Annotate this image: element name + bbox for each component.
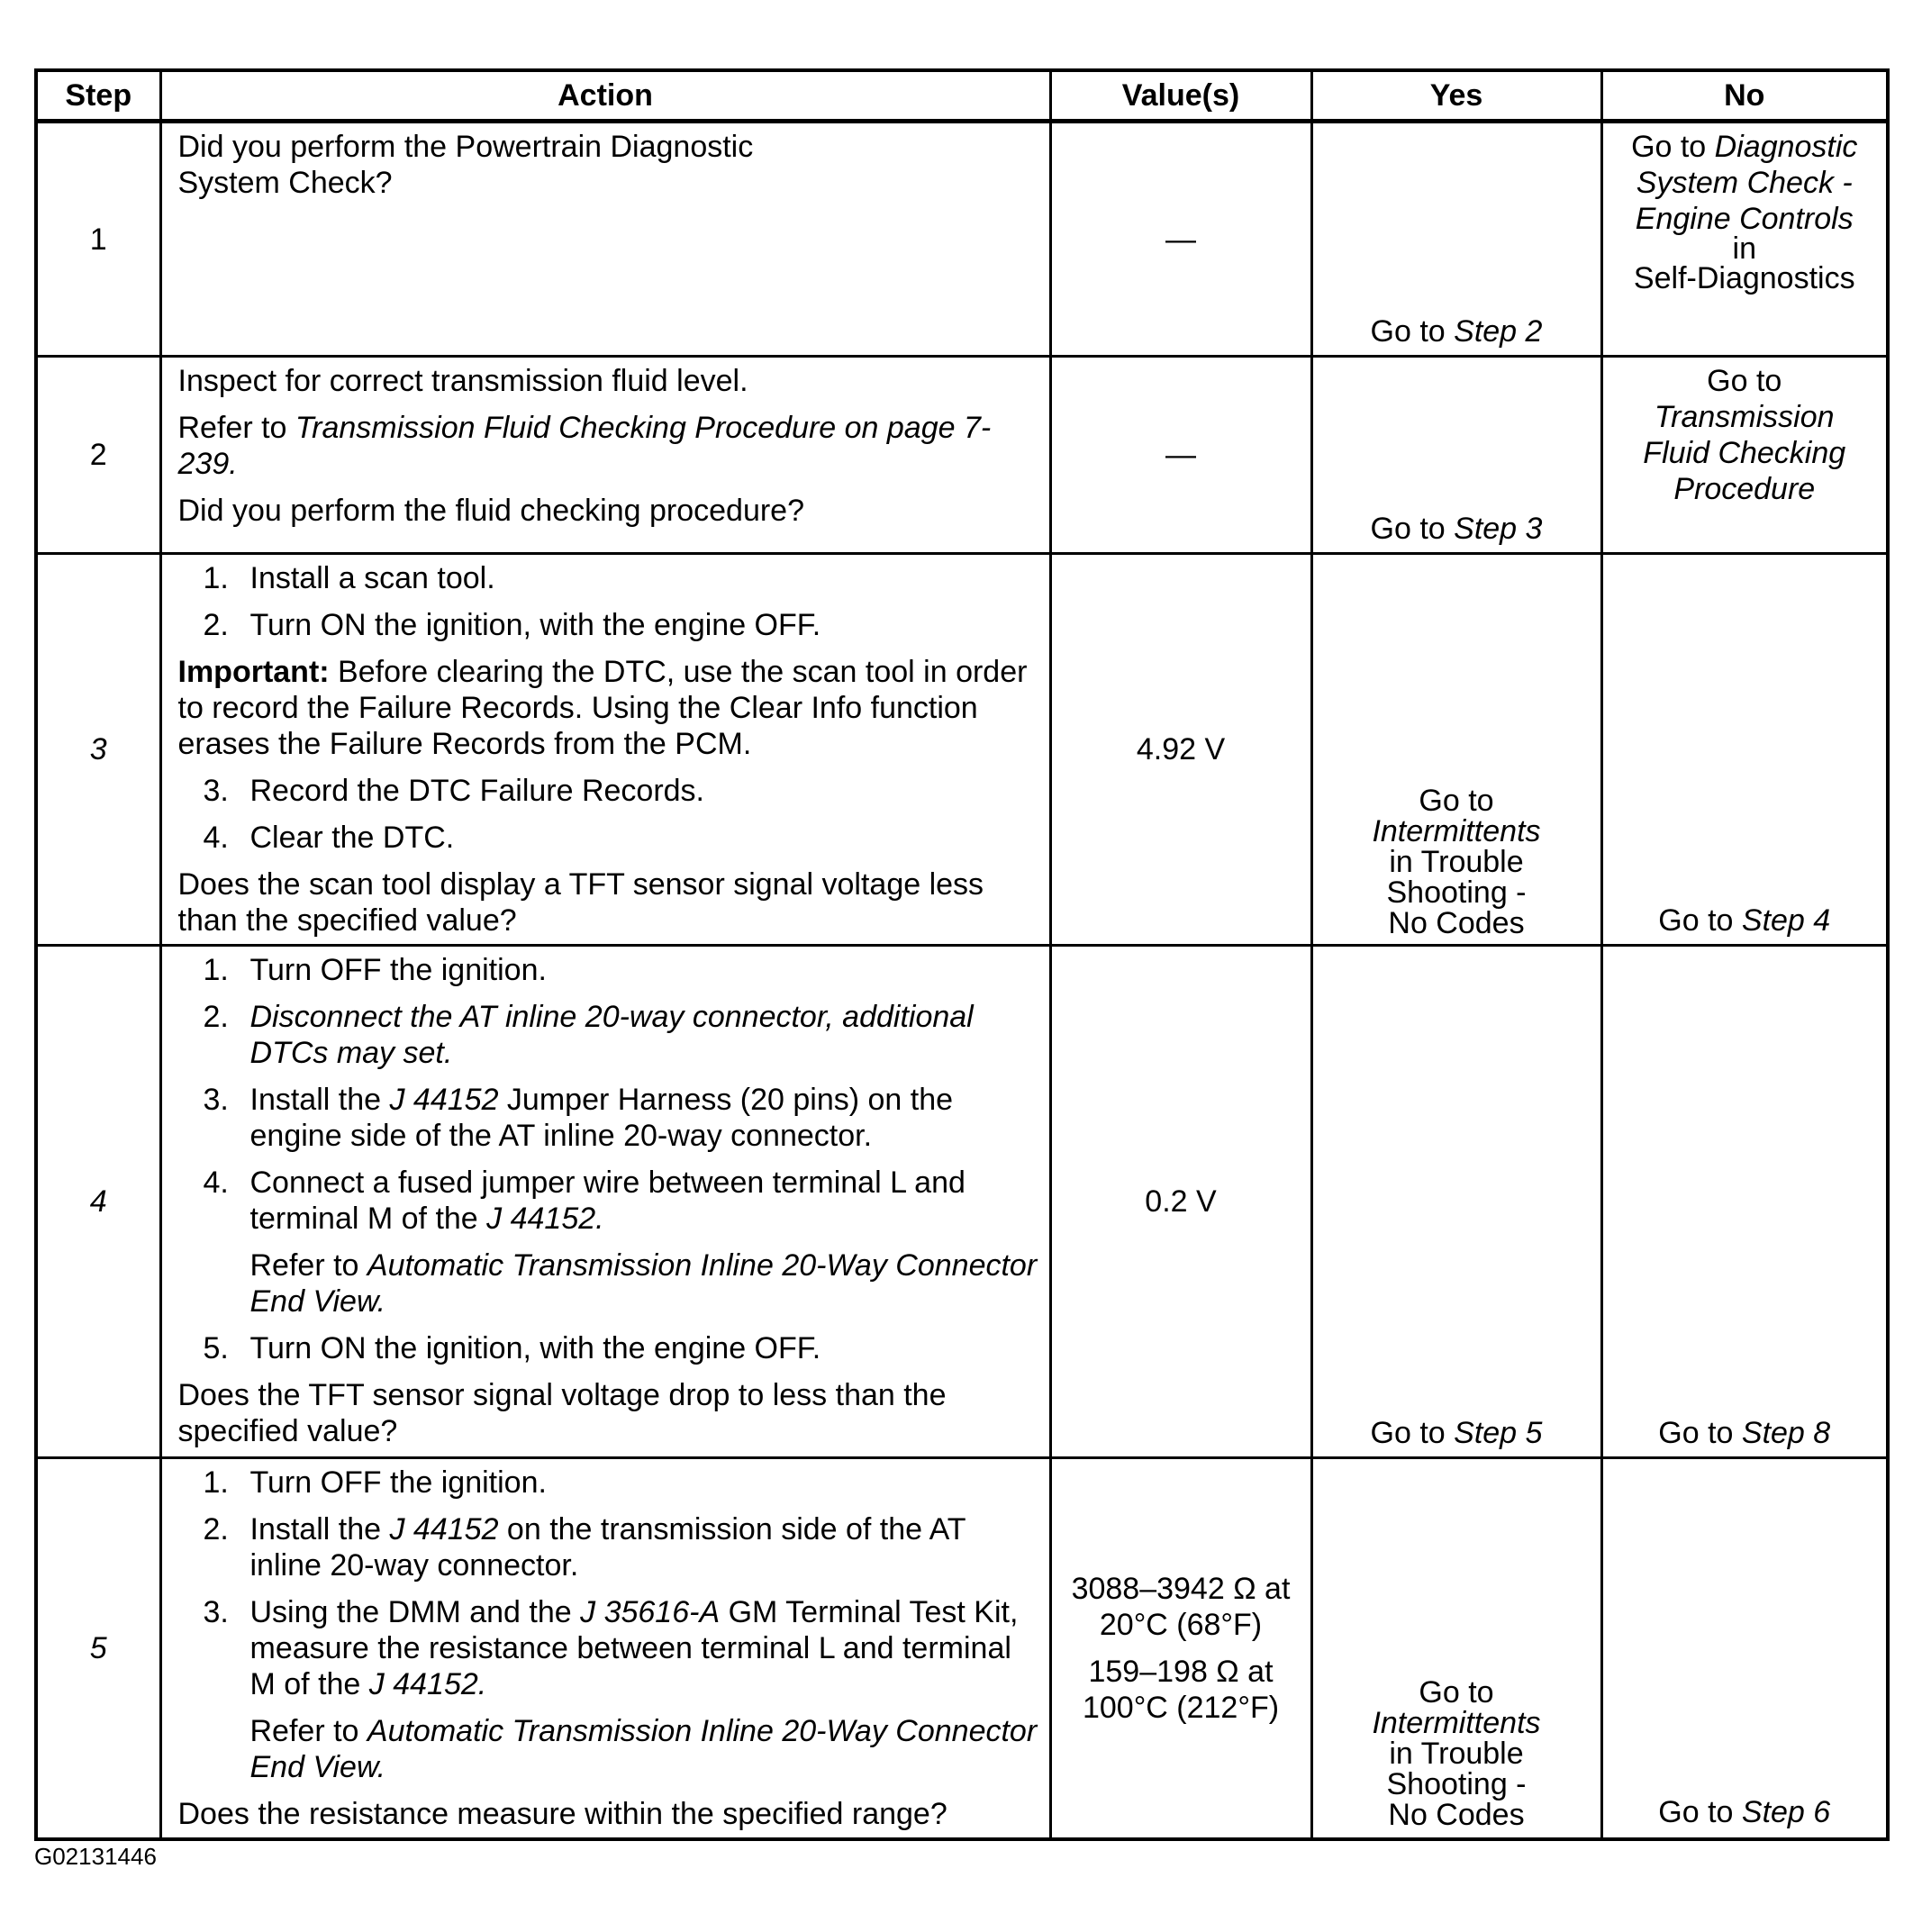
no-cell bbox=[1601, 554, 1888, 946]
header-action: Action bbox=[160, 70, 1050, 122]
step-number: 3 bbox=[36, 554, 160, 946]
no-link: Go to Step 6 bbox=[1658, 1795, 1831, 1829]
reference-note: Refer to Automatic Transmission Inline 20-Way Connector End View. bbox=[249, 1248, 1038, 1319]
value-dash: — bbox=[1165, 222, 1196, 257]
table-row bbox=[36, 1458, 1888, 1840]
figure-id: G02131446 bbox=[34, 1843, 157, 1870]
list-item: 1. Install a scan tool. bbox=[203, 561, 495, 595]
procedure-list bbox=[178, 773, 1038, 856]
action-cell bbox=[160, 122, 1050, 357]
step-number: 5 bbox=[36, 1458, 160, 1840]
procedure-list bbox=[178, 560, 1038, 643]
list-item: 3. Record the DTC Failure Records. bbox=[203, 774, 705, 808]
table-row bbox=[36, 946, 1888, 1458]
value-cell: 4.92 V bbox=[1050, 554, 1311, 946]
no-link: Go to Transmission Fluid Checking Procedure bbox=[1643, 364, 1846, 506]
procedure-list bbox=[178, 1330, 1038, 1366]
list-item: 2. Install the J 44152 on the transmission side of the AT inline 20-way connector. bbox=[203, 1512, 966, 1583]
step-number: 4 bbox=[36, 946, 160, 1458]
action-cell: 1. Turn OFF the ignition. 2. Install the J 44152 on the transmission side of the AT inline 20-way connector. 3. Using the DMM and the J 35616-A GM Terminal Test Kit, measure the resistance between terminal L and terminal M of the J 44152. Refer to Automatic Transmission Inline 20-Way Connector End View. Does the resistance measure within the specified range? bbox=[160, 1458, 1050, 1840]
list-item: 2. Turn ON the ignition, with the engine OFF. bbox=[203, 608, 821, 642]
header-yes: Yes bbox=[1311, 70, 1601, 122]
header-values: Value(s) bbox=[1050, 70, 1311, 122]
no-link: Go to Diagnostic System Check - Engine Controls in Self-Diagnostics bbox=[1631, 130, 1858, 295]
no-cell bbox=[1601, 357, 1888, 554]
value-range-100c: 159–198 Ω at 100°C (212°F) bbox=[1082, 1655, 1280, 1725]
header-no: No bbox=[1601, 70, 1888, 122]
list-item: 5. Turn ON the ignition, with the engine OFF. bbox=[203, 1331, 821, 1365]
yes-cell bbox=[1311, 946, 1601, 1458]
list-item: 1. Turn OFF the ignition. bbox=[203, 1465, 547, 1500]
procedure-list bbox=[178, 1465, 1038, 1702]
yes-link: Go to Step 2 bbox=[1370, 314, 1543, 349]
yes-cell bbox=[1311, 357, 1601, 554]
value-cell bbox=[1050, 122, 1311, 357]
yes-link: Go to Intermittents in Trouble Shooting - No Codes bbox=[1372, 1675, 1541, 1832]
important-note: Important: Before clearing the DTC, use the scan tool in order to record the Failure Records. Using the Clear Info function erases the Failure Records from the PCM. bbox=[177, 655, 1028, 761]
no-link: Go to Step 8 bbox=[1658, 1416, 1831, 1450]
yes-link: Go to Step 5 bbox=[1370, 1416, 1543, 1450]
yes-cell bbox=[1311, 1458, 1601, 1840]
list-item: 3. Install the J 44152 Jumper Harness (20 pins) on the engine side of the AT inline 20-way connector. bbox=[203, 1083, 954, 1153]
header-row bbox=[36, 70, 1888, 122]
table-row bbox=[36, 357, 1888, 554]
list-item: 1. Turn OFF the ignition. bbox=[203, 953, 547, 987]
list-item: 2. Disconnect the AT inline 20-way connector, additional DTCs may set. bbox=[203, 1000, 974, 1070]
header-step: Step bbox=[36, 70, 160, 122]
diagnostic-table bbox=[34, 68, 1890, 1841]
no-link: Go to Step 4 bbox=[1658, 903, 1831, 938]
no-cell bbox=[1601, 1458, 1888, 1840]
procedure-list bbox=[178, 952, 1038, 1237]
step-number: 2 bbox=[36, 357, 160, 554]
value-cell bbox=[1050, 1458, 1311, 1840]
table-row bbox=[36, 554, 1888, 946]
action-cell: 1. Install a scan tool. 2. Turn ON the ignition, with the engine OFF. Important: Before clearing the DTC, use the scan tool in order to record the Failure Records. Using the Clear Info function erases the Failure Records from the PCM. 3. Record the DTC Failure Records. 4. Clear the DTC. Does the scan tool display a TFT sensor signal voltage less than the specified value? bbox=[160, 554, 1050, 946]
action-cell: Inspect for correct transmission fluid level. Refer to Transmission Fluid Checking Procedure on page 7-239. Did you perform the fluid checking procedure? bbox=[160, 357, 1050, 554]
value-range-20c: 3088–3942 Ω at 20°C (68°F) bbox=[1071, 1572, 1291, 1642]
no-cell bbox=[1601, 122, 1888, 357]
table-row bbox=[36, 122, 1888, 357]
list-item: 4. Connect a fused jumper wire between terminal L and terminal M of the J 44152. bbox=[203, 1166, 966, 1236]
yes-link: Go to Intermittents in Trouble Shooting - No Codes bbox=[1372, 784, 1541, 940]
value-cell bbox=[1050, 357, 1311, 554]
yes-cell bbox=[1311, 122, 1601, 357]
value-cell: 0.2 V bbox=[1050, 946, 1311, 1458]
step-number: 1 bbox=[36, 122, 160, 357]
action-text: Did you perform the Powertrain Diagnostic System Check? bbox=[177, 130, 754, 200]
list-item: 3. Using the DMM and the J 35616-A GM Terminal Test Kit, measure the resistance between terminal L and terminal M of the J 44152. bbox=[203, 1595, 1019, 1701]
yes-cell bbox=[1311, 554, 1601, 946]
value-dash: — bbox=[1165, 438, 1196, 472]
list-item: 4. Clear the DTC. bbox=[203, 821, 455, 855]
yes-link: Go to Step 3 bbox=[1370, 512, 1543, 546]
action-cell: 1. Turn OFF the ignition. 2. Disconnect the AT inline 20-way connector, additional DTCs may set. 3. Install the J 44152 Jumper Harness (20 pins) on the engine side of the AT inline 20-way connector. 4. Connect a fused jumper wire between terminal L and terminal M of the J 44152. Refer to Automatic Transmission Inline 20-Way Connector End View. 5. Turn ON the ignition, with the engine OFF. Does the TFT sensor signal voltage drop to less than the specified value? bbox=[160, 946, 1050, 1458]
no-cell bbox=[1601, 946, 1888, 1458]
reference-note: Refer to Automatic Transmission Inline 20-Way Connector End View. bbox=[249, 1714, 1038, 1784]
